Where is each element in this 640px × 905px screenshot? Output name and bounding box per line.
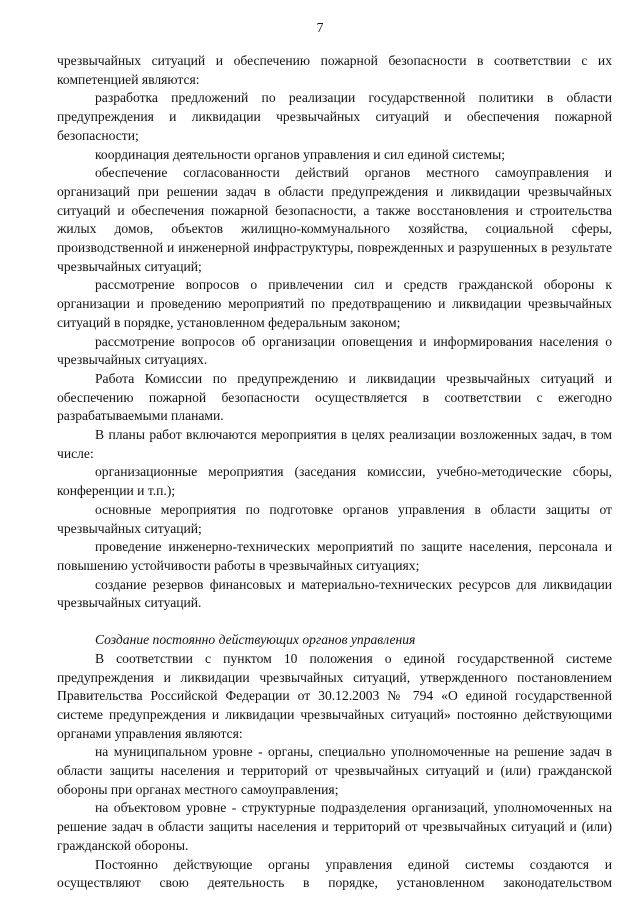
paragraph: проведение инженерно-технических мероприятий по защите населения, персонала и повышению устойчивости работы в чрезвычайных ситуациях; [57,539,612,573]
paragraph: Постоянно действующие органы управления единой системы создаются и осуществляют свою деятельность в порядке, установленном законодательством [57,856,612,891]
section-title: Создание постоянно действующих органов управления [95,632,416,648]
paragraph: создание резервов финансовых и материально-технических ресурсов для ликвидации чрезвычайных ситуаций. [57,576,612,611]
paragraph: организационные мероприятия (заседания комиссии, учебно-методические сборы, конференции и т.п.); [57,464,612,499]
paragraph: В планы работ включаются мероприятия в целях реализации возложенных задач, в том числе: [57,427,612,461]
paragraph: рассмотрение вопросов об организации оповещения и информирования населения о чрезвычайных ситуациях. [57,333,612,368]
paragraph: рассмотрение вопросов о привлечении сил и средств гражданской обороны к организации и проведению мероприятий по предотвращению и ликвидации чрезвычайных ситуаций в порядке, установленном федеральным законом; [57,277,612,330]
paragraph: координация деятельности органов управления и сил единой системы; [95,146,506,162]
paragraph: Работа Комиссии по предупреждению и ликвидации чрезвычайных ситуаций и обеспечению пожарной безопасности осуществляется в соответствии с ежегодно разрабатываемыми планами. [57,370,612,424]
paragraph: чрезвычайных ситуаций и обеспечению пожарной безопасности в соответствии с их компетенцией являются: [57,53,612,87]
paragraph: обеспечение согласованности действий органов местного самоуправления и организаций при решении задач в области предупреждения и ликвидации чрезвычайных ситуаций и обеспечения пожарной безопасности, а также восстановления и строительства жилых домов, объектов жилищно-коммунального хозяйства, социальной сферы, производственной и инженерной инфраструктуры, поврежденных и разрушенных в результате чрезвычайных ситуаций; [57,165,612,274]
paragraph: разработка предложений по реализации государственной политики в области предупреждения и ликвидации чрезвычайных ситуаций и обеспечения пожарной безопасности; [57,90,612,143]
paragraph: В соответствии с пунктом 10 положения о единой государственной системе предупреждения и ликвидации чрезвычайных ситуаций, утвержденного постановлением Правительства Российской Федерации от 30.12.2003 № 794 «О единой государственной системе предупреждения и ликвидации чрезвычайных ситуаций» постоянно действующими органами управления являются: [57,650,612,741]
document-body [57,52,612,893]
paragraph: на объектовом уровне - структурные подразделения организаций, уполномоченных на решение задач в области защиты населения и территорий от чрезвычайных ситуаций и (или) гражданской обороны. [57,800,612,853]
paragraph: основные мероприятия по подготовке органов управления в области защиты от чрезвычайных ситуаций; [57,501,612,536]
page-number: 7 [316,20,324,35]
paragraph: на муниципальном уровне - органы, специально уполномоченные на решение задач в области защиты населения и территорий от чрезвычайных ситуаций и (или) гражданской обороны при органах местного самоуправления; [57,744,612,797]
